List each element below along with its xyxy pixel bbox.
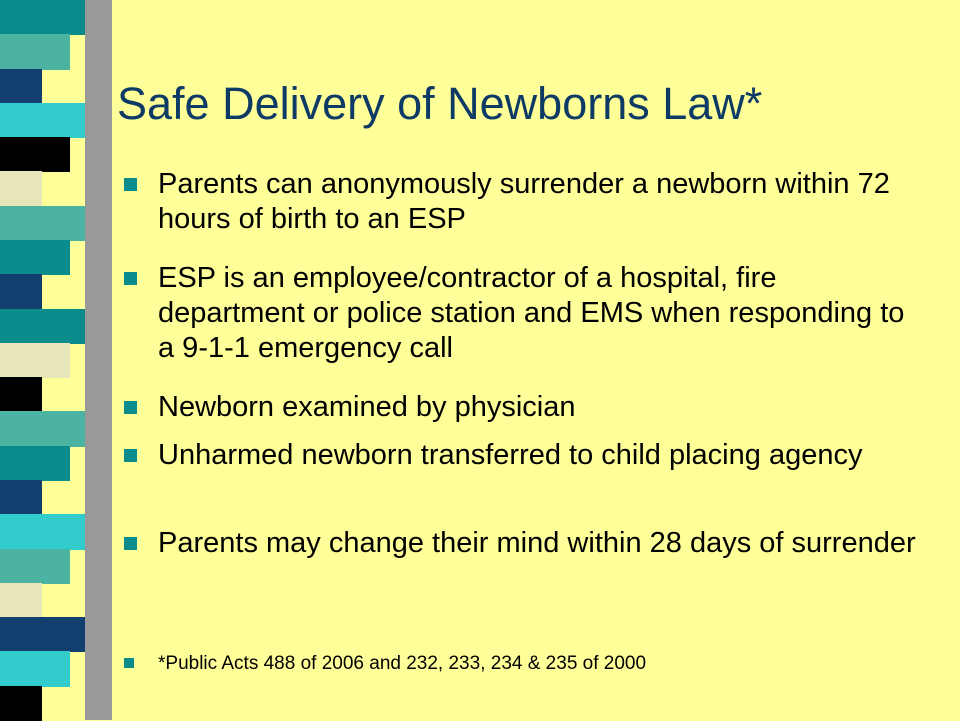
bullet-square-icon <box>124 401 137 414</box>
decorative-stripe <box>0 651 70 686</box>
decorative-gray-bar <box>85 0 112 720</box>
decorative-stripe <box>0 343 70 378</box>
decorative-stripe <box>0 274 42 309</box>
bullet-text-3: Newborn examined by physician <box>158 391 576 423</box>
bullet-text-5: Parents may change their mind within 28 days of surrender <box>158 527 916 559</box>
footnote: *Public Acts 488 of 2006 and 232, 233, 234 & 235 of 2000 <box>158 653 647 674</box>
decorative-stripe <box>0 309 85 344</box>
decorative-stripe <box>0 69 42 104</box>
bullet-square-icon <box>124 537 137 550</box>
decorative-stripe <box>0 137 70 172</box>
decorative-stripe <box>0 171 42 206</box>
decorative-stripe <box>0 686 42 721</box>
bullet-square-icon <box>124 178 137 191</box>
decorative-stripe <box>0 583 42 618</box>
decorative-stripe <box>0 240 70 275</box>
decorative-stripe <box>0 206 85 241</box>
decorative-stripe <box>0 411 85 446</box>
decorative-stripe <box>0 514 85 549</box>
decorative-stripe <box>0 103 85 138</box>
slide-title: Safe Delivery of Newborns Law* <box>117 78 763 129</box>
decorative-stripe <box>0 617 85 652</box>
decorative-stripe <box>0 0 85 35</box>
decorative-stripe <box>0 480 42 515</box>
decorative-stripe <box>0 446 70 481</box>
decorative-stripe <box>0 34 70 69</box>
bullet-text-1: Parents can anonymously surrender a newborn within 72 hours of birth to an ESP <box>158 168 890 235</box>
bullet-square-icon <box>124 449 137 462</box>
decorative-stripe-bar <box>0 0 85 720</box>
bullet-square-icon <box>124 658 134 668</box>
decorative-stripe <box>0 549 70 584</box>
bullet-text-2: ESP is an employee/contractor of a hospital, fire department or police station and EMS when responding to a 9-1-1 emergency call <box>158 262 905 364</box>
decorative-stripe <box>0 377 42 412</box>
bullet-text-4: Unharmed newborn transferred to child placing agency <box>158 439 863 471</box>
bullet-square-icon <box>124 272 137 285</box>
